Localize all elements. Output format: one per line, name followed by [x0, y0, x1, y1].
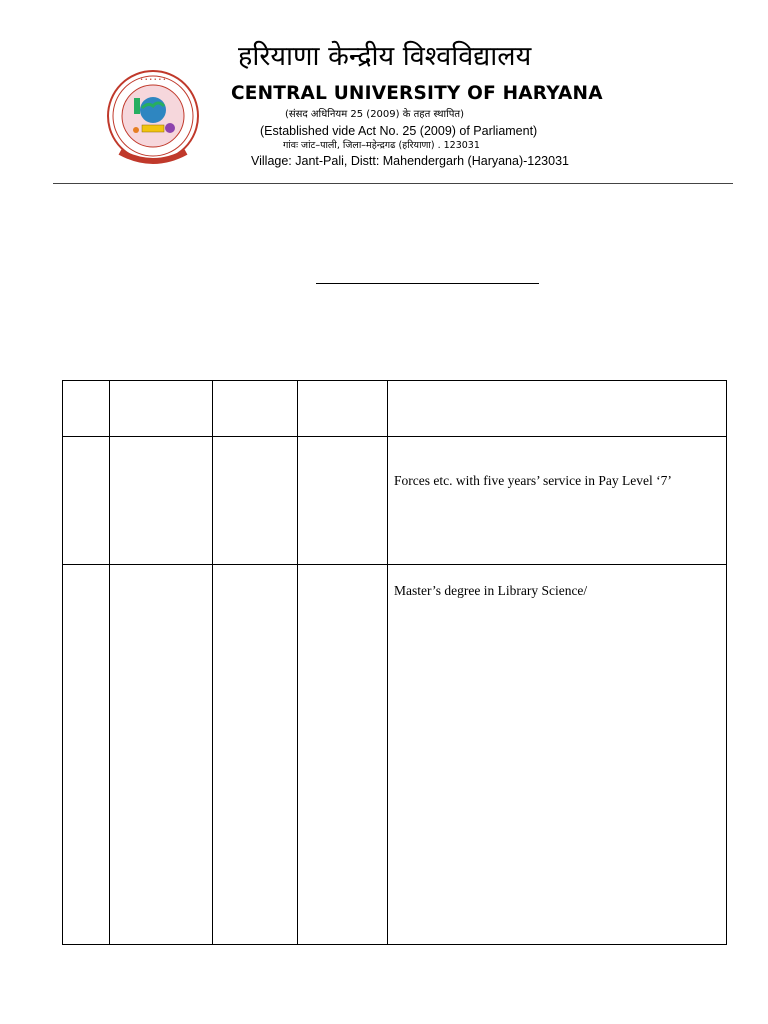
table-cell: [110, 437, 213, 565]
hindi-university-name: हरियाणा केन्द्रीय विश्वविद्यालय: [238, 41, 532, 72]
header-divider: [53, 183, 733, 184]
table-row: [63, 437, 727, 565]
qualification-text: Master’s degree in Library Science/: [394, 583, 588, 598]
table-row: [63, 565, 727, 945]
hindi-establishment-act: (संसद अधिनियम 25 (2009) के तहत स्थापित): [285, 109, 465, 120]
university-logo-icon: [106, 70, 200, 166]
table-cell: [213, 381, 298, 437]
english-establishment-act: (Established vide Act No. 25 (2009) of Parliament): [260, 124, 538, 138]
table-cell: [388, 381, 727, 437]
recruitment-table: [62, 380, 727, 945]
title-underline: [316, 283, 539, 284]
table-cell: [110, 381, 213, 437]
table-cell: [63, 437, 110, 565]
table-cell: [298, 381, 388, 437]
table-cell: [298, 565, 388, 945]
english-address: Village: Jant-Pali, Distt: Mahendergarh (Haryana)-123031: [251, 154, 569, 168]
table-cell: [388, 565, 727, 945]
table-cell: [213, 437, 298, 565]
table-cell: [63, 565, 110, 945]
table-cell: [110, 565, 213, 945]
english-university-name: CENTRAL UNIVERSITY OF HARYANA: [231, 83, 603, 104]
svg-text:• • • • • •: • • • • • •: [140, 77, 166, 83]
table-cell: [298, 437, 388, 565]
table-cell: [213, 565, 298, 945]
table-cell: [388, 437, 727, 565]
qualification-text: Forces etc. with five years’ service in Pay Level ‘7’: [394, 473, 672, 488]
table-cell: [63, 381, 110, 437]
hindi-address: गांवः जांट–पाली, जिला–महेन्द्रगढ (हरियाणा) . 123031: [283, 140, 480, 151]
table-row: [63, 381, 727, 437]
